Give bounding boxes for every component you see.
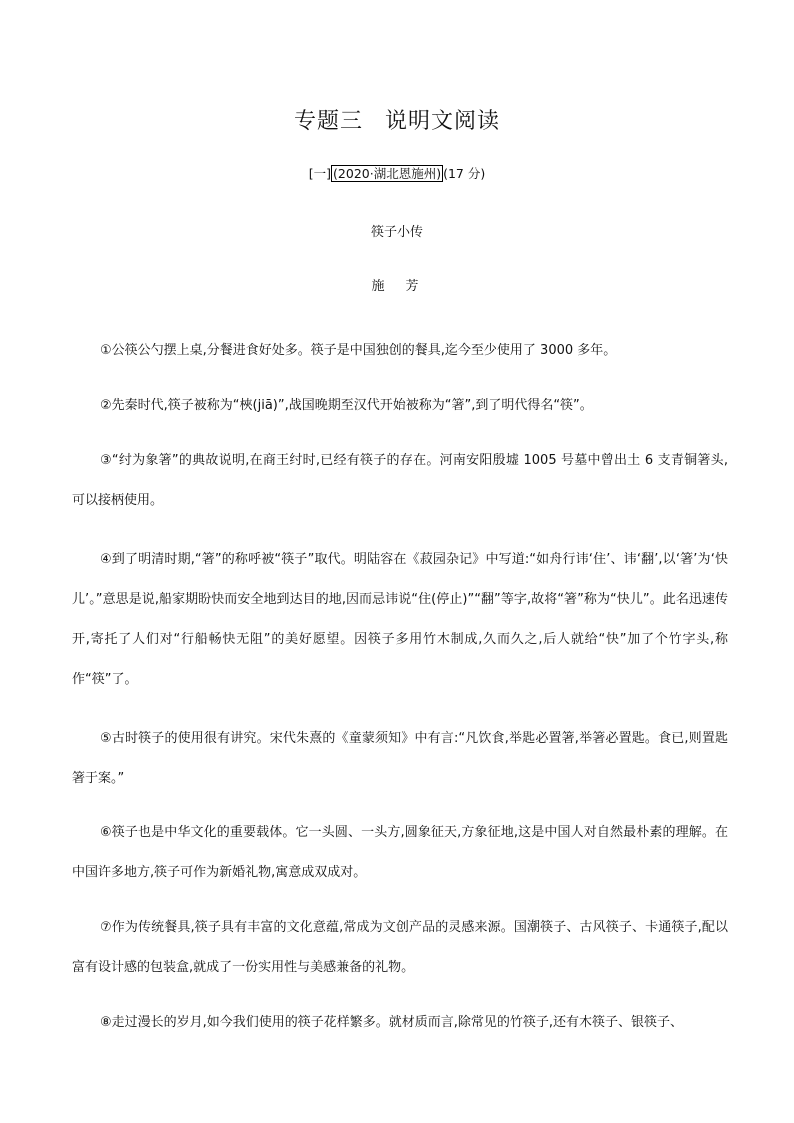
question-source bbox=[0, 164, 794, 182]
topic-label: 专题三 bbox=[293, 109, 363, 134]
paragraph-8: ⑧走过漫长的岁月,如今我们使用的筷子花样繁多。就材质而言,除常见的竹筷子,还有木筷子、银筷子、 bbox=[100, 1015, 684, 1030]
article-author: 施 芳 bbox=[371, 279, 423, 294]
question-score: (17 分) bbox=[443, 166, 486, 181]
paragraph-6: ⑥筷子也是中华文化的重要载体。它一头圆、一头方,圆象征天,方象征地,这是中国人对自然最朴素的理解。在中国许多地方,筷子可作为新婚礼物,寓意成双成对。 bbox=[72, 825, 728, 880]
paragraph-7: ⑦作为传统餐具,筷子具有丰富的文化意蕴,常成为文创产品的灵感来源。国潮筷子、古风筷子、卡通筷子,配以富有设计感的包装盒,就成了一份实用性与美感兼备的礼物。 bbox=[72, 920, 728, 975]
question-number: [一] bbox=[308, 166, 332, 181]
paragraph-3: ③“纣为象箸”的典故说明,在商王纣时,已经有筷子的存在。河南安阳殷墟 1005 号墓中曾出土 6 支青铜箸头,可以接柄使用。 bbox=[72, 453, 728, 508]
article-title: 筷子小传 bbox=[370, 225, 423, 240]
page-title bbox=[0, 104, 794, 135]
paragraph-1: ①公筷公勺摆上桌,分餐进食好处多。筷子是中国独创的餐具,迄今至少使用了 3000 多年。 bbox=[100, 343, 617, 358]
paragraph-4: ④到了明清时期,“箸”的称呼被“筷子”取代。明陆容在《菽园杂记》中写道:“如舟行讳‘住’、讳‘翻’,以‘箸’为‘快儿’。”意思是说,船家期盼快而安全地到达目的地,因而忌讳说“住(停止)”“翻”等字,故将“箸”称为“快儿”。此名迅速传开,寄托了人们对“行船畅快无阻”的美好愿望。因筷子多用竹木制成,久而久之,后人就给“快”加了个竹字头,称作“筷”了。 bbox=[72, 552, 728, 687]
topic-title: 说明文阅读 bbox=[385, 109, 501, 134]
source-tag: (2020·湖北恩施州) bbox=[333, 166, 442, 181]
paragraph-2: ②先秦时代,筷子被称为“梜(jiā)”,战国晚期至汉代开始被称为“箸”,到了明代得名“筷”。 bbox=[100, 398, 593, 413]
paragraph-5: ⑤古时筷子的使用很有讲究。宋代朱熹的《童蒙须知》中有言:“凡饮食,举匙必置箸,举箸必置匙。食已,则置匙箸于案。” bbox=[72, 731, 728, 786]
